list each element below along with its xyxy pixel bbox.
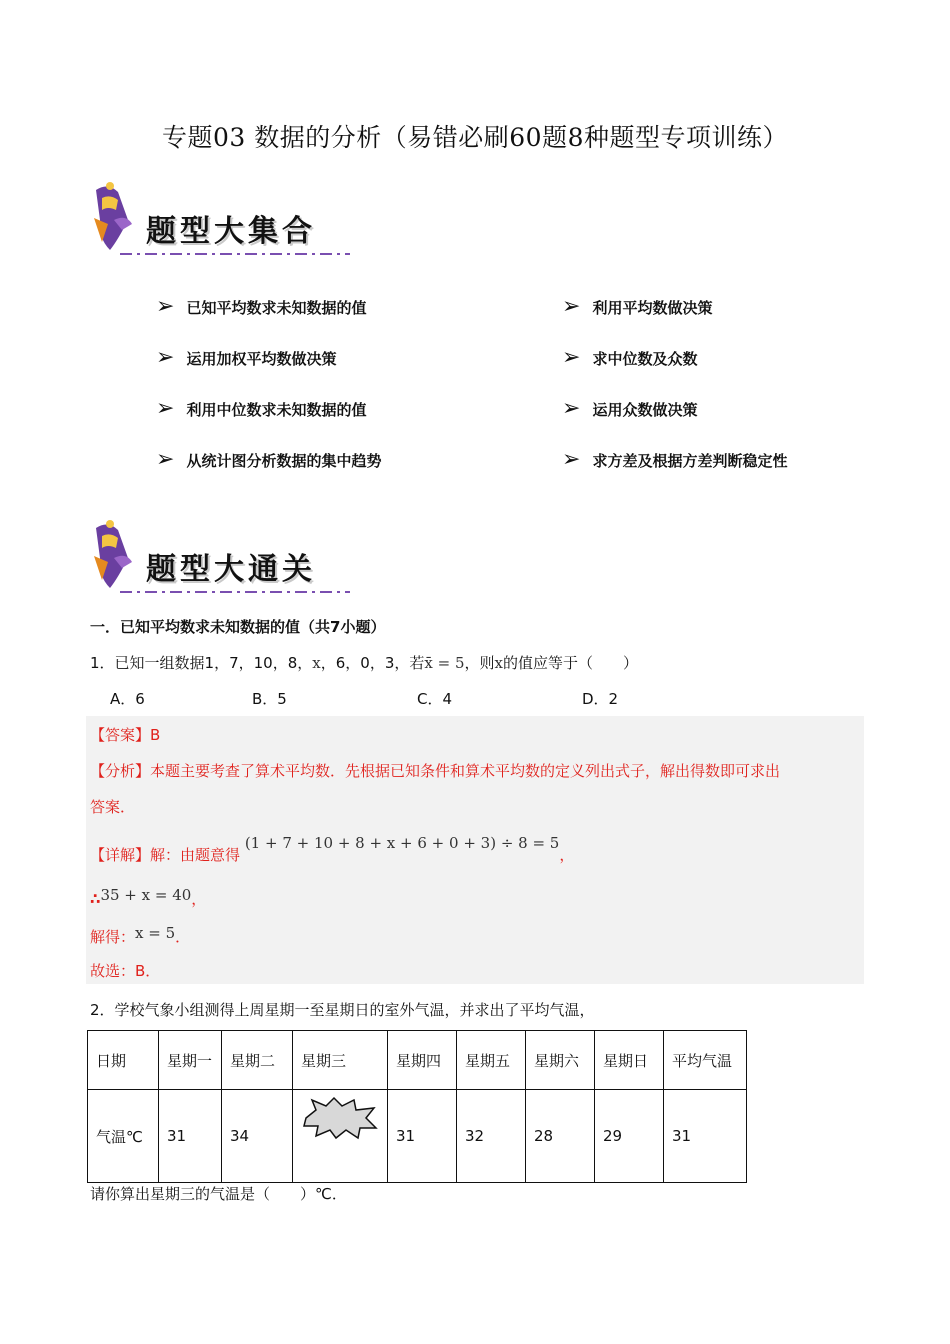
question-2-prompt: 请你算出星期三的气温是（ ）℃．	[90, 1185, 347, 1203]
arrow-bullet-icon: ➢	[156, 294, 175, 319]
arrow-bullet-icon: ➢	[156, 396, 175, 421]
topic-item	[562, 347, 697, 369]
topic-label: 求中位数及众数	[592, 349, 698, 368]
topic-label: 求方差及根据方差判断稳定性	[592, 451, 788, 470]
table-cell: 平均气温	[664, 1031, 747, 1090]
analysis-line	[90, 760, 780, 781]
option-b: B．5	[252, 690, 287, 708]
punctuation: ，	[559, 846, 575, 864]
arrow-bullet-icon: ➢	[562, 345, 581, 370]
therefore-line	[90, 888, 206, 909]
table-cell: 日期	[88, 1031, 159, 1090]
analysis-label: 【分析】	[90, 762, 151, 780]
question-number: 1．	[90, 654, 115, 672]
therefore-symbol: ∴	[90, 890, 101, 908]
answer-label: 【答案】	[90, 726, 151, 744]
table-cell: 星期二	[222, 1031, 293, 1090]
analysis-line-2: 答案．	[90, 798, 136, 816]
answer-line	[90, 724, 160, 745]
math-var: x	[312, 654, 321, 672]
analysis-text: 本题主要考查了算术平均数．先根据已知条件和算术平均数的定义列出式子，解出得数即可求出	[150, 762, 781, 780]
solve-label: 解得：	[90, 928, 136, 946]
banner-topic-practice	[88, 518, 358, 600]
table-header-row	[88, 1031, 747, 1090]
option-a: A．6	[110, 690, 145, 708]
table-cell: 31	[664, 1090, 747, 1183]
answer-box	[86, 716, 864, 984]
topic-item	[562, 449, 787, 471]
punctuation: ．	[175, 928, 191, 946]
table-cell: 星期三	[293, 1031, 388, 1090]
topic-item	[156, 449, 381, 471]
punctuation: ，	[191, 890, 207, 908]
table-cell: 星期日	[595, 1031, 664, 1090]
question-text: 已知一组数据1，7，10，8，	[114, 654, 313, 672]
topic-label: 从统计图分析数据的集中趋势	[186, 451, 382, 470]
table-cell-hidden	[293, 1090, 388, 1183]
table-cell: 34	[222, 1090, 293, 1183]
topic-label: 利用中位数求未知数据的值	[186, 400, 367, 419]
banner-label: 题型大集合	[146, 214, 316, 249]
answer-value: B	[150, 726, 161, 744]
question-text: ，则	[464, 654, 495, 672]
option-d: D．2	[582, 690, 619, 708]
table-cell: 气温℃	[88, 1090, 159, 1183]
table-cell: 29	[595, 1090, 664, 1183]
topic-item	[562, 296, 712, 318]
choose-line: 故选：B．	[90, 962, 161, 980]
detail-label: 【详解】	[90, 846, 151, 864]
section-heading: 一．已知平均数求未知数据的值（共7小题）	[90, 618, 386, 636]
page-title: 专题03 数据的分析（易错必刷60题8种题型专项训练）	[162, 123, 788, 152]
table-cell: 星期六	[526, 1031, 595, 1090]
table-cell: 31	[159, 1090, 222, 1183]
table-cell: 星期四	[388, 1031, 457, 1090]
math-expression: x = 5	[135, 924, 176, 942]
table-cell: 28	[526, 1090, 595, 1183]
temperature-table	[87, 1030, 747, 1183]
table-cell: 32	[457, 1090, 526, 1183]
table-cell: 星期五	[457, 1031, 526, 1090]
question-1	[90, 652, 638, 673]
topic-label: 运用加权平均数做决策	[186, 349, 337, 368]
topic-label: 运用众数做决策	[592, 400, 698, 419]
arrow-bullet-icon: ➢	[562, 447, 581, 472]
arrow-bullet-icon: ➢	[156, 447, 175, 472]
math-expression: x̄ = 5	[424, 654, 465, 672]
topic-item	[156, 398, 366, 420]
question-text: 的值应等于（ ）	[502, 654, 638, 672]
topic-list	[0, 292, 950, 492]
topic-label: 利用平均数做决策	[592, 298, 713, 317]
math-expression: 35 + x = 40	[100, 886, 192, 904]
starburst-icon	[302, 1096, 378, 1140]
topic-item	[156, 347, 336, 369]
question-text: ，6，0，3，若	[320, 654, 425, 672]
table-cell: 31	[388, 1090, 457, 1183]
math-expression: (1 + 7 + 10 + 8 + x + 6 + 0 + 3) ÷ 8 = 5	[244, 834, 560, 852]
math-var: x	[494, 654, 503, 672]
arrow-bullet-icon: ➢	[562, 396, 581, 421]
banner-label: 题型大通关	[146, 552, 316, 587]
topic-item	[562, 398, 697, 420]
question-2: 2．学校气象小组测得上周星期一至星期日的室外气温，并求出了平均气温，	[90, 1001, 595, 1019]
table-cell: 星期一	[159, 1031, 222, 1090]
topic-item	[156, 296, 366, 318]
table-row	[88, 1090, 747, 1183]
option-c: C．4	[417, 690, 453, 708]
detail-text: 解：由题意得	[150, 846, 241, 864]
detail-line	[90, 834, 575, 865]
answer-options	[110, 688, 810, 710]
arrow-bullet-icon: ➢	[562, 294, 581, 319]
banner-topic-collection	[88, 180, 358, 262]
arrow-bullet-icon: ➢	[156, 345, 175, 370]
topic-label: 已知平均数求未知数据的值	[186, 298, 367, 317]
solve-line	[90, 926, 190, 947]
